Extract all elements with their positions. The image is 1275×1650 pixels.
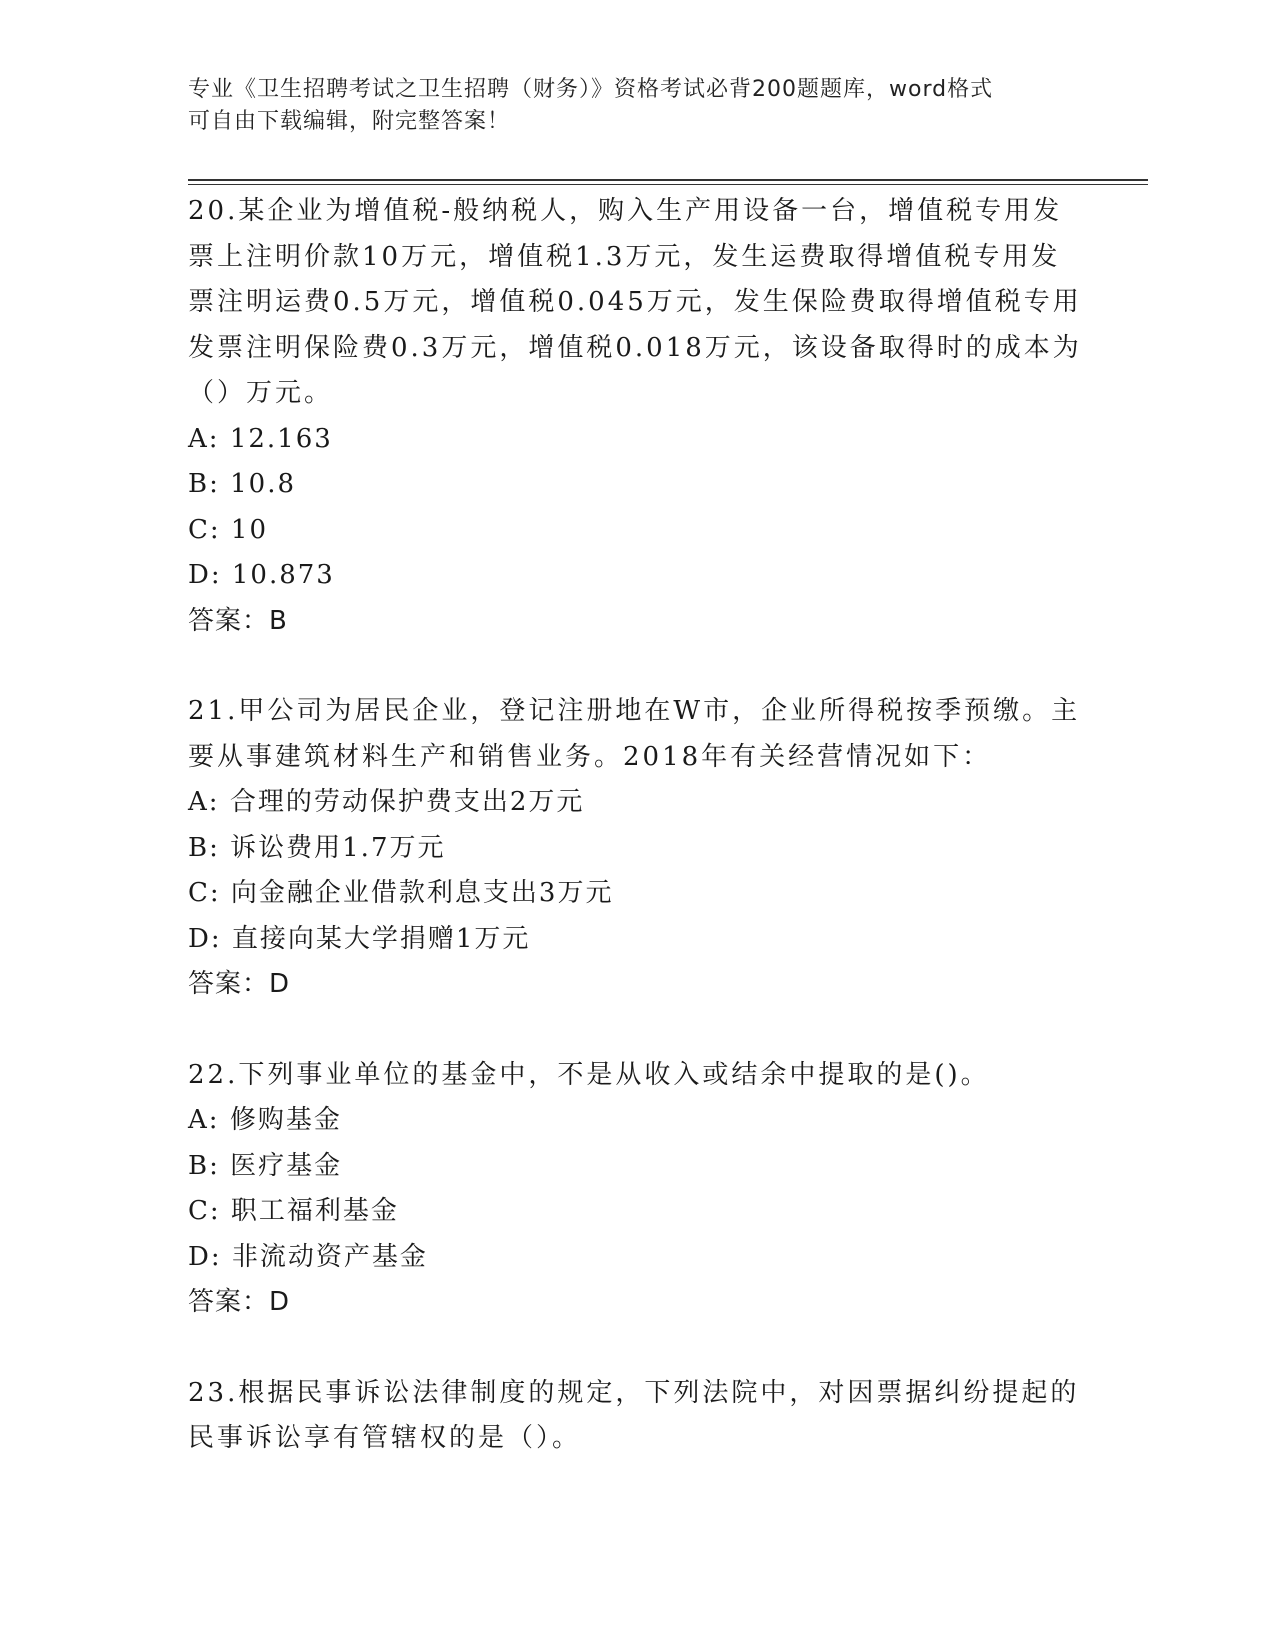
option-text: 合理的劳动保护费支出2万元 — [229, 787, 585, 817]
option-text: 医疗基金 — [230, 1150, 343, 1181]
option-a — [188, 417, 1088, 463]
question-20 — [188, 189, 1088, 644]
question-text: 21.甲公司为居民企业，登记注册地在W市，企业所得税按季预缴。主要从事建筑材料生产和销售业务。2018年有关经营情况如下： — [188, 696, 1081, 772]
question-text: 22.下列事业单位的基金中，不是从收入或结余中提取的是()。 — [188, 1059, 990, 1090]
option-text: 10.873 — [231, 560, 335, 590]
header-line-1: 专业《卫生招聘考试之卫生招聘（财务）》资格考试必背200题题库，word格式 — [188, 77, 994, 102]
option-d — [188, 917, 1088, 963]
option-c — [188, 508, 1088, 554]
option-letter: D: — [188, 923, 222, 954]
header-divider-thin — [188, 184, 1148, 185]
option-text: 职工福利基金 — [230, 1196, 399, 1226]
option-text: 诉讼费用1.7万元 — [230, 832, 446, 863]
answer-line: 答案：D — [188, 1287, 291, 1317]
header-divider-thick — [188, 179, 1148, 181]
option-letter: C: — [188, 1196, 221, 1226]
option-text: 非流动资产基金 — [231, 1241, 428, 1272]
question-text: 20.某企业为增值税-般纳税人，购入生产用设备一台，增值税专用发票上注明价款10万元，增值税1.3万元，发生运费取得增值税专用发票注明运费0.5万元，增值税0.045万元，发生保险费取得增值税专用发票注明保险费0.3万元，增值税0.018万元，该设备取得时的成本为（）万元。 — [188, 196, 1082, 408]
document-header — [188, 74, 1088, 138]
question-22 — [188, 1053, 1088, 1326]
option-letter: B: — [188, 832, 220, 863]
answer-line: 答案：D — [188, 969, 291, 999]
option-d — [188, 553, 1088, 599]
option-b — [188, 462, 1088, 508]
option-text: 向金融企业借款利息支出3万元 — [230, 878, 614, 908]
option-letter: B: — [188, 1150, 220, 1181]
option-a — [188, 1098, 1088, 1144]
option-letter: A: — [188, 1105, 220, 1135]
option-b — [188, 1144, 1088, 1190]
option-letter: D: — [188, 1241, 222, 1272]
option-letter: C: — [188, 514, 221, 545]
header-line-2: 可自由下载编辑，附完整答案！ — [188, 109, 511, 134]
option-d — [188, 1235, 1088, 1281]
option-letter: C: — [188, 878, 221, 908]
option-text: 12.163 — [229, 423, 333, 454]
option-b — [188, 826, 1088, 872]
answer-line: 答案：B — [188, 605, 288, 636]
option-letter: D: — [188, 560, 222, 590]
question-21 — [188, 689, 1088, 1008]
option-letter: A: — [188, 423, 220, 454]
option-letter: B: — [188, 469, 220, 499]
option-text: 10 — [230, 514, 269, 545]
option-text: 10.8 — [230, 469, 297, 499]
option-text: 修购基金 — [229, 1105, 342, 1135]
option-a — [188, 780, 1088, 826]
option-text: 直接向某大学捐赠1万元 — [231, 923, 531, 954]
question-list — [188, 189, 1088, 1507]
option-c — [188, 1189, 1088, 1235]
option-letter: A: — [188, 787, 220, 817]
question-23 — [188, 1371, 1088, 1462]
question-text: 23.根据民事诉讼法律制度的规定，下列法院中，对因票据纠纷提起的民事诉讼享有管辖权的是（）。 — [188, 1377, 1080, 1453]
option-c — [188, 871, 1088, 917]
